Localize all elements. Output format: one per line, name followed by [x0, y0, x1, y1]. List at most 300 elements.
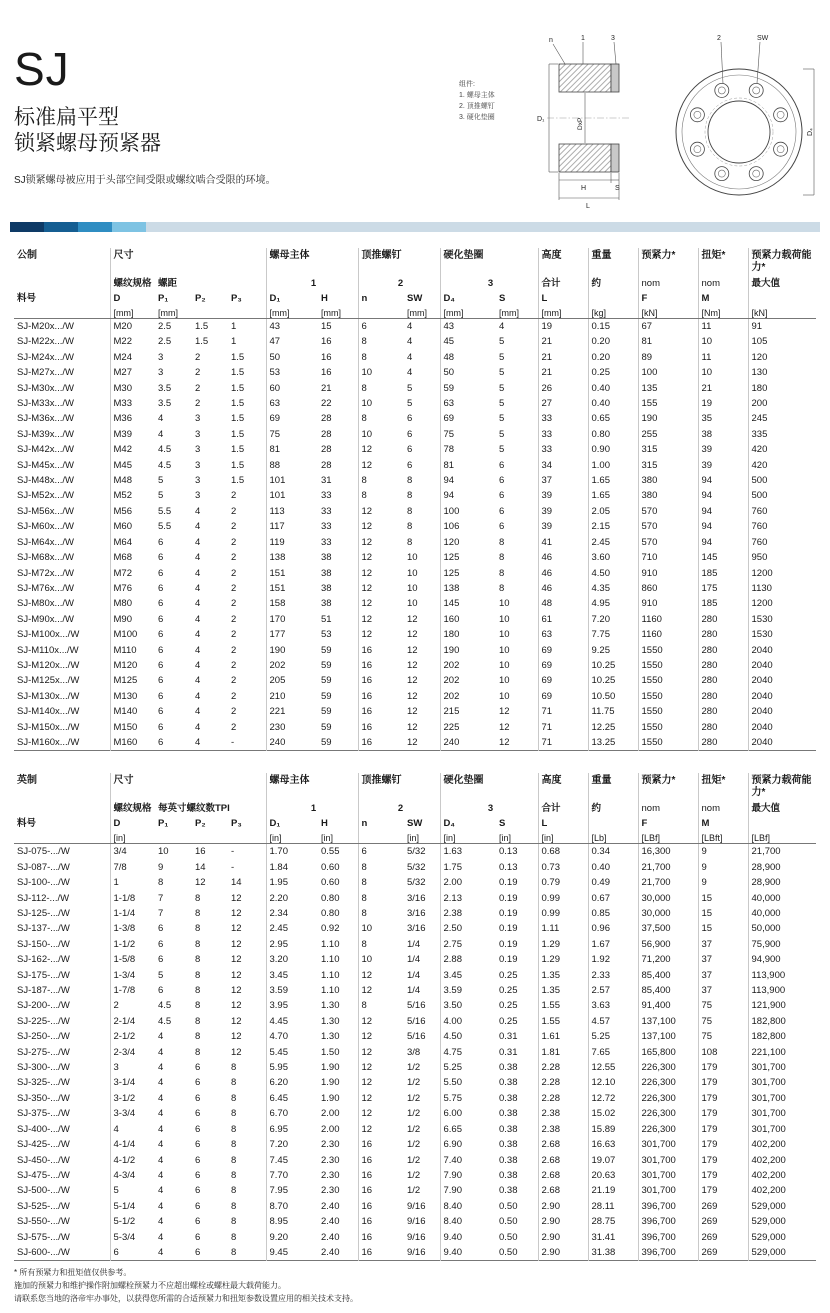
value-cell: 1/2	[407, 1092, 421, 1104]
value-cell: M125	[110, 673, 155, 688]
value-cell: 3/4	[110, 844, 155, 860]
value-cell: 179	[698, 1106, 748, 1121]
value-cell: 402,200	[748, 1168, 816, 1183]
value-cell: 301,700	[748, 1106, 816, 1121]
header-cell: [in]	[538, 829, 588, 844]
legend-item: 1. 螺母主体	[459, 91, 495, 99]
value-cell: 16	[358, 1214, 404, 1229]
value-cell: 8	[407, 521, 413, 533]
value-cell: 9/16	[407, 1200, 426, 1212]
value-cell: 8	[195, 1000, 201, 1012]
value-cell: 12	[407, 675, 418, 687]
value-cell: 4	[158, 428, 164, 440]
value-cell: 12	[358, 968, 404, 983]
header-cell: P₃	[231, 293, 242, 304]
value-cell: 7.40	[440, 1153, 496, 1168]
value-cell: 2.30	[321, 1139, 340, 1151]
part-number-cell: SJ-M68x.../W	[17, 552, 75, 564]
footnote-line: 施加的预紧力和维护操作附加螺栓预紧力不应超出螺栓或螺柱最大载荷能力。	[14, 1281, 286, 1291]
value-cell: 301,700	[748, 1060, 816, 1075]
part-number-cell: SJ-M52x.../W	[17, 490, 75, 502]
part-number-cell: SJ-075-.../W	[17, 846, 70, 858]
value-cell: 12	[358, 596, 404, 611]
value-cell: 6	[158, 923, 164, 935]
value-cell: 0.96	[588, 921, 638, 936]
value-cell: 12	[358, 1029, 404, 1044]
value-cell: M22	[110, 334, 155, 349]
value-cell: M120	[110, 658, 155, 673]
value-cell: 280	[698, 720, 748, 735]
value-cell: 71	[538, 735, 588, 751]
value-cell: 4	[195, 706, 201, 718]
title-block	[14, 43, 276, 186]
value-cell: 1.61	[538, 1029, 588, 1044]
value-cell: 2.88	[440, 952, 496, 967]
value-cell: 9.45	[266, 1245, 318, 1261]
part-number-cell: SJ-550-.../W	[17, 1216, 70, 1228]
value-cell: 2	[231, 690, 237, 702]
dim-d4-label: D₄	[807, 128, 814, 136]
nut-body-section	[559, 144, 611, 172]
value-cell: M100	[110, 627, 155, 642]
value-cell: 1.55	[538, 1014, 588, 1029]
header-cell	[228, 829, 266, 844]
table-row	[14, 1183, 816, 1198]
value-cell: 5	[499, 367, 505, 379]
value-cell: 2.45	[588, 535, 638, 550]
value-cell: M39	[110, 427, 155, 442]
value-cell: 1530	[748, 612, 816, 627]
header-cell: D	[110, 814, 155, 829]
value-cell: 10	[358, 396, 404, 411]
value-cell: 12	[231, 954, 242, 966]
header-cell: [LBft]	[698, 829, 748, 844]
value-cell: M36	[110, 411, 155, 426]
value-cell: 6	[158, 582, 164, 594]
value-cell: 16	[358, 1153, 404, 1168]
header-cell	[155, 829, 192, 844]
value-cell: 0.31	[499, 1046, 518, 1058]
sub-nom-f: nom	[638, 799, 698, 814]
value-cell: 69	[538, 673, 588, 688]
value-cell: 8	[231, 1077, 237, 1089]
table-row	[14, 1091, 816, 1106]
value-cell: 1.50	[321, 1046, 340, 1058]
group-preload: 预紧力*	[638, 248, 698, 274]
value-cell: 138	[266, 550, 318, 565]
value-cell: 8	[231, 1216, 237, 1228]
header-symbol-row	[14, 289, 816, 304]
value-cell: 280	[698, 627, 748, 642]
value-cell: 31	[321, 475, 332, 487]
header-cell: [in]	[440, 829, 496, 844]
table-row	[14, 891, 816, 906]
value-cell: 15.02	[588, 1106, 638, 1121]
value-cell: 4	[195, 552, 201, 564]
value-cell: 2.13	[440, 891, 496, 906]
value-cell: 67	[638, 319, 698, 335]
value-cell: 2	[231, 675, 237, 687]
nut-body-section	[559, 64, 611, 92]
value-cell: 2	[231, 582, 237, 594]
washer-outline	[676, 69, 802, 195]
value-cell: 12	[358, 1060, 404, 1075]
value-cell: 2.30	[321, 1169, 340, 1181]
part-number-cell: SJ-M120x.../W	[17, 659, 80, 671]
value-cell: 119	[266, 535, 318, 550]
value-cell: 5/32	[407, 846, 426, 858]
value-cell: 2.15	[588, 519, 638, 534]
value-cell: 1.95	[266, 875, 318, 890]
value-cell: 2040	[748, 673, 816, 688]
value-cell: 4	[158, 1139, 164, 1151]
value-cell: 117	[266, 519, 318, 534]
value-cell: 12.10	[588, 1075, 638, 1090]
part-number-cell: SJ-200-.../W	[17, 1000, 70, 1012]
value-cell: 120	[440, 535, 496, 550]
value-cell: 28,900	[748, 860, 816, 875]
value-cell: 396,700	[638, 1230, 698, 1245]
value-cell: 6	[158, 721, 164, 733]
value-cell: 60	[266, 381, 318, 396]
table-row	[14, 535, 816, 550]
value-cell: 15	[698, 906, 748, 921]
value-cell: 4	[195, 582, 201, 594]
value-cell: 1/2	[407, 1185, 421, 1197]
value-cell: 1550	[638, 673, 698, 688]
value-cell: 12.55	[588, 1060, 638, 1075]
value-cell: 0.38	[499, 1169, 518, 1181]
product-description: SJ锁紧螺母被应用于头部空间受限或螺纹啮合受限的环境。	[14, 174, 276, 186]
value-cell: 0.92	[321, 923, 340, 935]
value-cell: 75	[698, 998, 748, 1013]
value-cell: 245	[748, 411, 816, 426]
value-cell: 59	[321, 675, 332, 687]
part-number-cell: SJ-575-.../W	[17, 1231, 70, 1243]
value-cell: 2040	[748, 735, 816, 751]
value-cell: 16	[358, 1168, 404, 1183]
table-row	[14, 658, 816, 673]
value-cell: 280	[698, 612, 748, 627]
value-cell: 12	[407, 690, 418, 702]
value-cell: 75	[698, 1029, 748, 1044]
value-cell: 315	[638, 458, 698, 473]
value-cell: 4	[499, 321, 505, 332]
value-cell: 3.59	[266, 983, 318, 998]
value-cell: 48	[440, 350, 496, 365]
value-cell: 10	[358, 427, 404, 442]
value-cell: 1-1/2	[110, 937, 155, 952]
sub-total: 合计	[538, 274, 588, 289]
value-cell: 1/2	[407, 1077, 421, 1089]
value-cell: 33	[538, 411, 588, 426]
value-cell: 0.19	[499, 892, 518, 904]
value-cell: 9/16	[407, 1231, 426, 1243]
sub-nut-number: 1	[266, 274, 358, 289]
group-torque: 扭矩*	[698, 248, 748, 274]
table-row	[14, 1199, 816, 1214]
value-cell: 21	[698, 381, 748, 396]
value-cell: 8	[407, 505, 413, 517]
value-cell: 179	[698, 1091, 748, 1106]
value-cell: 1.10	[321, 985, 340, 997]
header-cell	[192, 829, 228, 844]
header-group-row	[14, 248, 816, 274]
value-cell: 3	[195, 475, 201, 487]
value-cell: 46	[538, 550, 588, 565]
value-cell: 5	[499, 428, 505, 440]
header-cell: 料号	[17, 818, 37, 830]
part-number-cell: SJ-M64x.../W	[17, 536, 75, 548]
value-cell: 71	[538, 720, 588, 735]
header-cell: P₁	[158, 293, 169, 304]
value-cell: 37	[538, 473, 588, 488]
value-cell: 2.38	[538, 1122, 588, 1137]
header-cell: P₃	[231, 818, 242, 830]
table-row	[14, 365, 816, 380]
sub-nut-number: 1	[266, 799, 358, 814]
value-cell: 8	[407, 536, 413, 548]
value-cell: 3-1/4	[110, 1075, 155, 1090]
value-cell: 59	[321, 659, 332, 671]
value-cell: 41	[538, 535, 588, 550]
value-cell: 137,100	[638, 1029, 698, 1044]
value-cell: 2-1/2	[110, 1029, 155, 1044]
value-cell: 8.40	[440, 1199, 496, 1214]
group-hardened-washer: 硬化垫圈	[440, 773, 538, 799]
value-cell: 10	[358, 365, 404, 380]
value-cell: 529,000	[748, 1230, 816, 1245]
value-cell: 101	[266, 473, 318, 488]
value-cell: 94	[698, 519, 748, 534]
value-cell: 26	[538, 381, 588, 396]
part-number-cell: SJ-M33x.../W	[17, 398, 75, 410]
sub-total: 合计	[538, 799, 588, 814]
value-cell: 6.45	[266, 1091, 318, 1106]
value-cell: 69	[266, 411, 318, 426]
value-cell: 0.19	[499, 938, 518, 950]
value-cell: 2.45	[266, 921, 318, 936]
value-cell: 2040	[748, 643, 816, 658]
value-cell: 16	[321, 367, 332, 379]
value-cell: 8	[358, 381, 404, 396]
value-cell: 200	[748, 396, 816, 411]
value-cell: 3	[195, 490, 201, 502]
value-cell: 269	[698, 1230, 748, 1245]
value-cell: 94	[698, 488, 748, 503]
value-cell: 12	[231, 985, 242, 997]
value-cell: 1	[110, 875, 155, 890]
table-row	[14, 427, 816, 442]
value-cell: 4-1/4	[110, 1137, 155, 1152]
table-row	[14, 998, 816, 1013]
sub-thread-spec: 螺纹规格	[110, 274, 155, 289]
value-cell: 10.50	[588, 689, 638, 704]
value-cell: 15	[321, 321, 332, 332]
value-cell: 182,800	[748, 1029, 816, 1044]
value-cell: 12	[358, 1091, 404, 1106]
header-unit-row	[14, 304, 816, 319]
value-cell: 7.75	[588, 627, 638, 642]
value-cell: 529,000	[748, 1214, 816, 1229]
value-cell: 4.5	[158, 444, 172, 456]
value-cell: 158	[266, 596, 318, 611]
sub-approx: 约	[588, 799, 638, 814]
part-number-cell: SJ-475-.../W	[17, 1169, 70, 1181]
value-cell: 4	[407, 321, 413, 332]
value-cell: 6	[158, 552, 164, 564]
value-cell: 225	[440, 720, 496, 735]
value-cell: 16	[358, 704, 404, 719]
component-legend	[459, 80, 513, 210]
footnote-line: * 所有预紧力和扭矩值仅供参考。	[14, 1268, 132, 1278]
value-cell: 91	[748, 319, 816, 335]
value-cell: 125	[440, 550, 496, 565]
value-cell: 61	[538, 612, 588, 627]
header-cell: D₁	[266, 289, 318, 304]
value-cell: 1.92	[588, 952, 638, 967]
value-cell: 94	[698, 535, 748, 550]
header-cell: [kg]	[588, 304, 638, 319]
value-cell: 4	[158, 1046, 164, 1058]
value-cell: 396,700	[638, 1245, 698, 1261]
value-cell: 301,700	[748, 1091, 816, 1106]
table-row	[14, 319, 816, 335]
technical-drawing-section	[459, 30, 822, 210]
value-cell: 8	[499, 552, 505, 564]
value-cell: 12	[358, 1045, 404, 1060]
table-row	[14, 1106, 816, 1121]
value-cell: 8	[231, 1123, 237, 1135]
value-cell: 0.50	[499, 1200, 518, 1212]
part-number-cell: SJ-087-.../W	[17, 861, 70, 873]
value-cell: 8	[358, 937, 404, 952]
table-row	[14, 1137, 816, 1152]
value-cell: 2.00	[321, 1123, 340, 1135]
value-cell: 1550	[638, 643, 698, 658]
value-cell: 31.38	[588, 1245, 638, 1261]
value-cell: 69	[440, 411, 496, 426]
value-cell: 280	[698, 673, 748, 688]
value-cell: 1/2	[407, 1154, 421, 1166]
value-cell: 7.90	[440, 1183, 496, 1198]
value-cell: 8	[195, 892, 201, 904]
value-cell: 215	[440, 704, 496, 719]
value-cell: 6	[195, 1077, 201, 1089]
sub-max: 最大值	[748, 799, 816, 814]
value-cell: 81	[440, 458, 496, 473]
value-cell: 10	[698, 365, 748, 380]
value-cell: 5	[110, 1183, 155, 1198]
value-cell: -	[231, 736, 235, 748]
section-label: 英制	[17, 775, 37, 787]
group-weight: 重量	[588, 248, 638, 274]
value-cell: 6	[358, 844, 404, 860]
value-cell: 760	[748, 519, 816, 534]
value-cell: 33	[321, 490, 332, 502]
value-cell: 4	[195, 721, 201, 733]
part-number-cell: SJ-M30x.../W	[17, 382, 75, 394]
value-cell: 1.29	[538, 952, 588, 967]
value-cell: 3.95	[266, 998, 318, 1013]
value-cell: 860	[638, 581, 698, 596]
value-cell: 1/2	[407, 1123, 421, 1135]
dim-h-label: H	[581, 185, 587, 192]
value-cell: 1130	[748, 581, 816, 596]
value-cell: 1.00	[588, 458, 638, 473]
value-cell: 5.5	[158, 505, 172, 517]
value-cell: 396,700	[638, 1199, 698, 1214]
header-cell: F	[638, 814, 698, 829]
value-cell: 12	[358, 458, 404, 473]
value-cell: 12	[231, 969, 242, 981]
value-cell: 16	[358, 1183, 404, 1198]
value-cell: 12	[499, 721, 510, 733]
value-cell: 1550	[638, 704, 698, 719]
value-cell: 1-3/4	[110, 968, 155, 983]
value-cell: 14	[195, 861, 206, 873]
value-cell: 6.95	[266, 1122, 318, 1137]
value-cell: 335	[748, 427, 816, 442]
value-cell: 138	[440, 581, 496, 596]
value-cell: 2-1/4	[110, 1014, 155, 1029]
header-cell: M	[698, 814, 748, 829]
value-cell: 0.49	[588, 875, 638, 890]
value-cell: 1.84	[266, 860, 318, 875]
value-cell: 0.19	[499, 923, 518, 935]
value-cell: 190	[440, 643, 496, 658]
value-cell: 7.90	[440, 1168, 496, 1183]
part-number-cell: SJ-M76x.../W	[17, 582, 75, 594]
value-cell: 2.50	[440, 921, 496, 936]
value-cell: 9	[698, 860, 748, 875]
value-cell: 35	[698, 411, 748, 426]
part-number-cell: SJ-425-.../W	[17, 1139, 70, 1151]
header-cell: [in]	[496, 829, 538, 844]
value-cell: 3	[110, 1060, 155, 1075]
value-cell: 7/8	[110, 860, 155, 875]
value-cell: 69	[538, 658, 588, 673]
value-cell: 5-1/2	[110, 1214, 155, 1229]
value-cell: 9	[698, 875, 748, 890]
value-cell: 12	[358, 627, 404, 642]
value-cell: 5	[499, 413, 505, 425]
table-row	[14, 473, 816, 488]
part-number-cell: SJ-M90x.../W	[17, 613, 75, 625]
value-cell: 8	[195, 923, 201, 935]
value-cell: 15	[698, 921, 748, 936]
value-cell: 10	[407, 598, 418, 610]
value-cell: 6	[499, 475, 505, 487]
value-cell: 4	[158, 1062, 164, 1074]
value-cell: 0.34	[588, 844, 638, 860]
value-cell: 9.20	[266, 1230, 318, 1245]
table-row	[14, 1245, 816, 1261]
value-cell: 4	[158, 413, 164, 425]
value-cell: 12	[358, 612, 404, 627]
value-cell: 6	[158, 644, 164, 656]
value-cell: 12	[407, 644, 418, 656]
value-cell: 4	[158, 1077, 164, 1089]
value-cell: 6	[195, 1169, 201, 1181]
value-cell: 0.55	[321, 846, 340, 858]
value-cell: 1.10	[321, 938, 340, 950]
part-number-cell: SJ-M80x.../W	[17, 598, 75, 610]
value-cell: 6	[158, 706, 164, 718]
value-cell: 8	[231, 1062, 237, 1074]
header-cell: [mm]	[404, 304, 440, 319]
value-cell: 11	[698, 350, 748, 365]
